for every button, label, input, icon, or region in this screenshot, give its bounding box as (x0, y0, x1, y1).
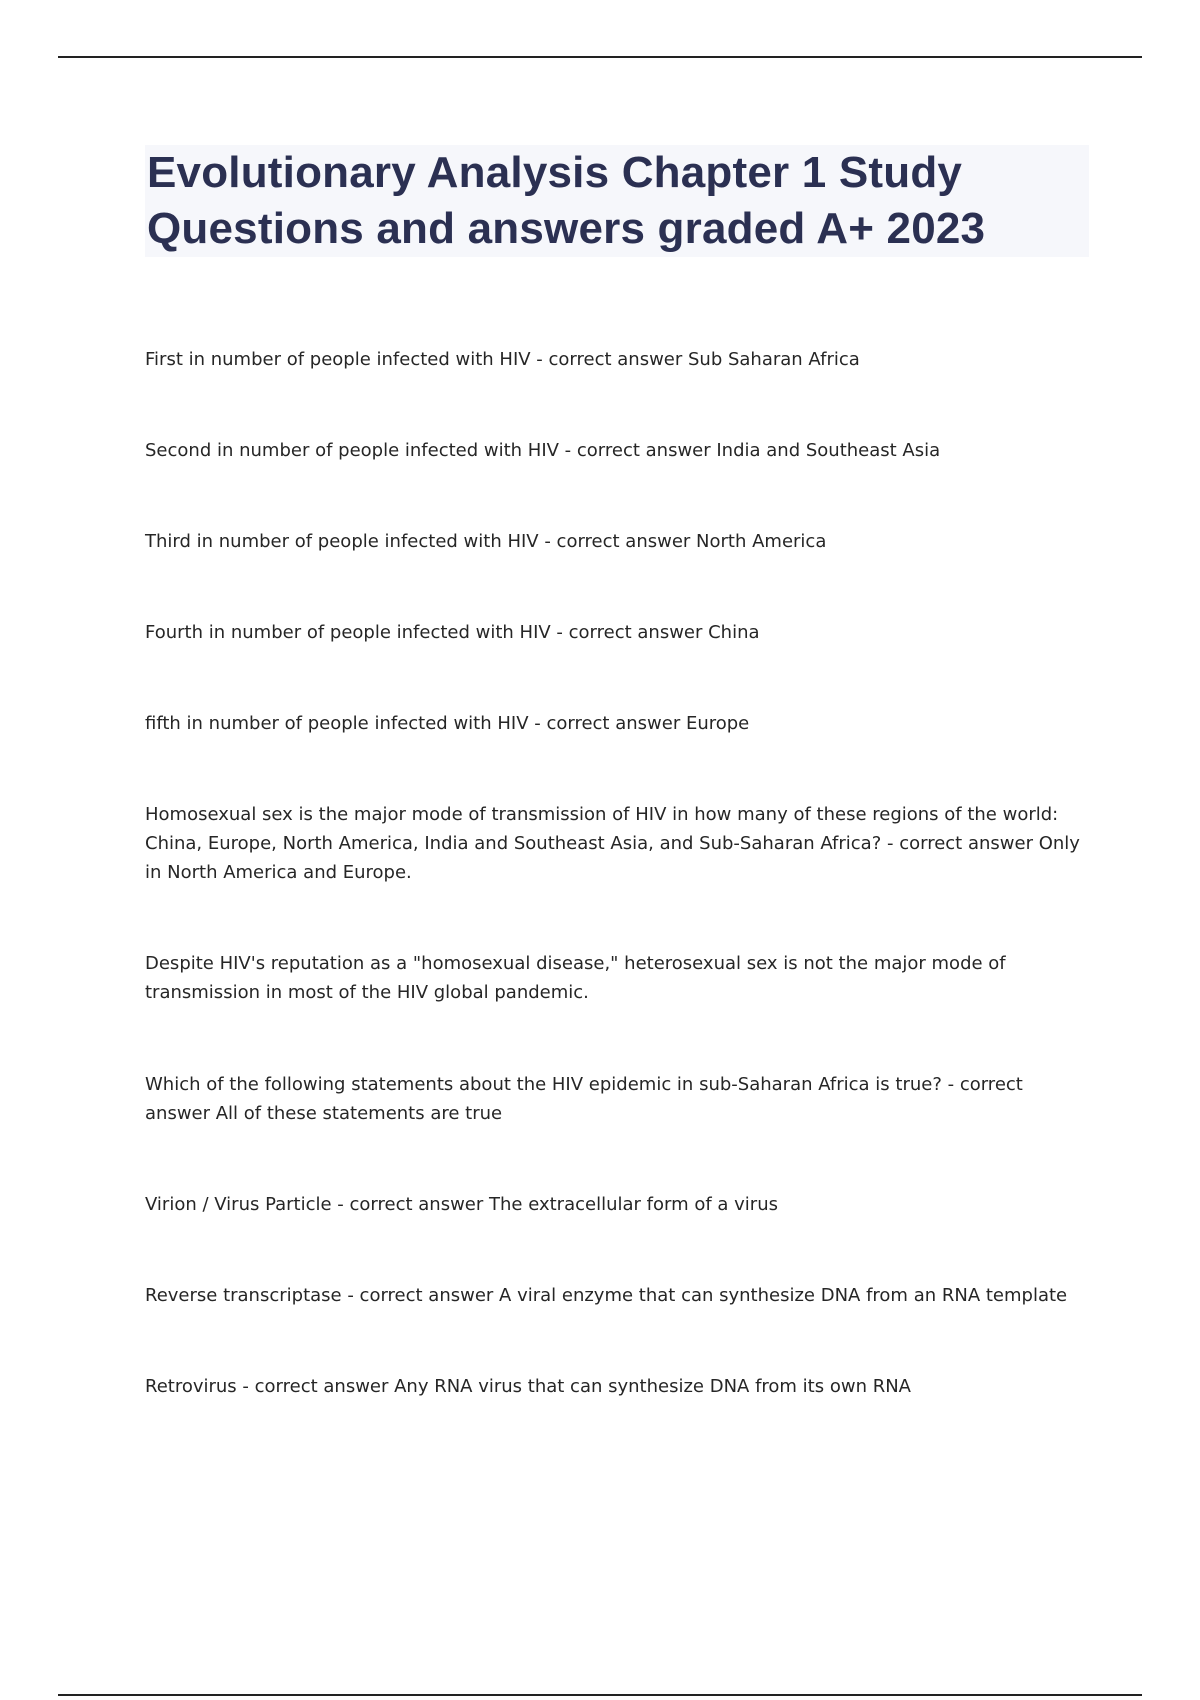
footer-rule (58, 1694, 1142, 1696)
qa-entry-7: Despite HIV's reputation as a "homosexual disease," heterosexual sex is not the major mode of transmission in most of the HIV global pandemic. (145, 953, 1006, 1003)
qa-entry-11: Retrovirus - correct answer Any RNA virus that can synthesize DNA from its own RNA (145, 1376, 911, 1397)
page-title: Evolutionary Analysis Chapter 1 Study Questions and answers graded A+ 2023 (147, 148, 986, 253)
qa-entry-6: Homosexual sex is the major mode of transmission of HIV in how many of these regions of the world: China, Europe, North America, India and Southeast Asia, and Sub-Saharan Africa? - correct answer Only in North America and Europe. (145, 804, 1080, 883)
qa-entry-8: Which of the following statements about the HIV epidemic in sub-Saharan Africa is true? - correct answer All of these statements are true (145, 1074, 1023, 1124)
qa-entry-10: Reverse transcriptase - correct answer A viral enzyme that can synthesize DNA from an RNA template (145, 1285, 1068, 1306)
qa-entry-2: Second in number of people infected with HIV - correct answer India and Southeast Asia (145, 440, 941, 461)
qa-entry-5: fifth in number of people infected with HIV - correct answer Europe (145, 713, 750, 734)
header-rule (58, 56, 1142, 58)
qa-entry-3: Third in number of people infected with HIV - correct answer North America (145, 531, 827, 552)
qa-entry-9: Virion / Virus Particle - correct answer The extracellular form of a virus (145, 1194, 778, 1215)
qa-entry-1: First in number of people infected with HIV - correct answer Sub Saharan Africa (145, 349, 860, 370)
qa-entry-4: Fourth in number of people infected with HIV - correct answer China (145, 622, 760, 643)
title-banner (145, 145, 1089, 257)
